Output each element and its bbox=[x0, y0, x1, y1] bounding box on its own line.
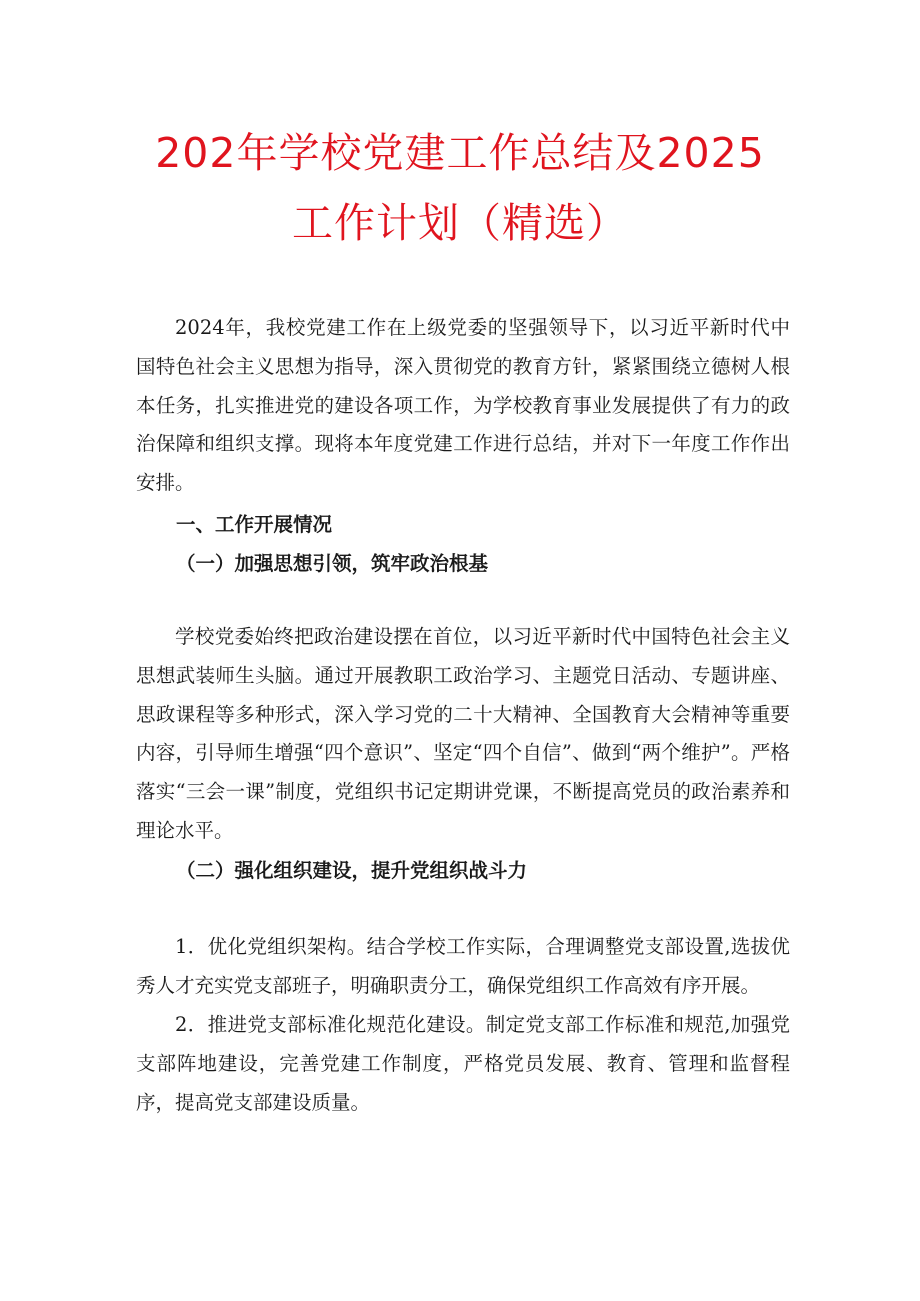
subsection-heading-ideological-guidance: （一）加强思想引领，筑牢政治根基 bbox=[176, 552, 489, 575]
document-title-line2: 工作计划（精选） bbox=[292, 199, 628, 247]
ideological-guidance-paragraph: 学校党委始终把政治建设摆在首位，以习近平新时代中国特色社会主义思想武装师生头脑。通过开展教职工政治学习、主题党日活动、专题讲座、思政课程等多种形式，深入学习党的二十大精神、全国教育大会精神等重要内容，引导师生增强“四个意识”、坚定“四个自信”、做到“两个维护”。严格落实“三会一课”制度，党组织书记定期讲党课，不断提高党员的政治素养和理论水平。 bbox=[136, 625, 790, 842]
intro-paragraph: 2024年，我校党建工作在上级党委的坚强领导下，以习近平新时代中国特色社会主义思想为指导，深入贯彻党的教育方针，紧紧围绕立德树人根本任务，扎实推进党的建设各项工作，为学校教育事业发展提供了有力的政治保障和组织支撑。现将本年度党建工作进行总结，并对下一年度工作作出安排。 bbox=[136, 316, 790, 495]
document-title-line1: 202年学校党建工作总结及2025 bbox=[155, 129, 765, 177]
list-item-optimize-structure: 1．优化党组织架构。结合学校工作实际，合理调整党支部设置,选拔优秀人才充实党支部班子，明确职责分工，确保党组织工作高效有序开展。 bbox=[136, 935, 790, 997]
subsection-heading-organization-building: （二）强化组织建设，提升党组织战斗力 bbox=[176, 859, 528, 882]
section-heading-work-status: 一、工作开展情况 bbox=[176, 513, 333, 536]
list-item-standardize-branches: 2．推进党支部标准化规范化建设。制定党支部工作标准和规范,加强党支部阵地建设，完善党建工作制度，严格党员发展、教育、管理和监督程序，提高党支部建设质量。 bbox=[136, 1013, 790, 1114]
